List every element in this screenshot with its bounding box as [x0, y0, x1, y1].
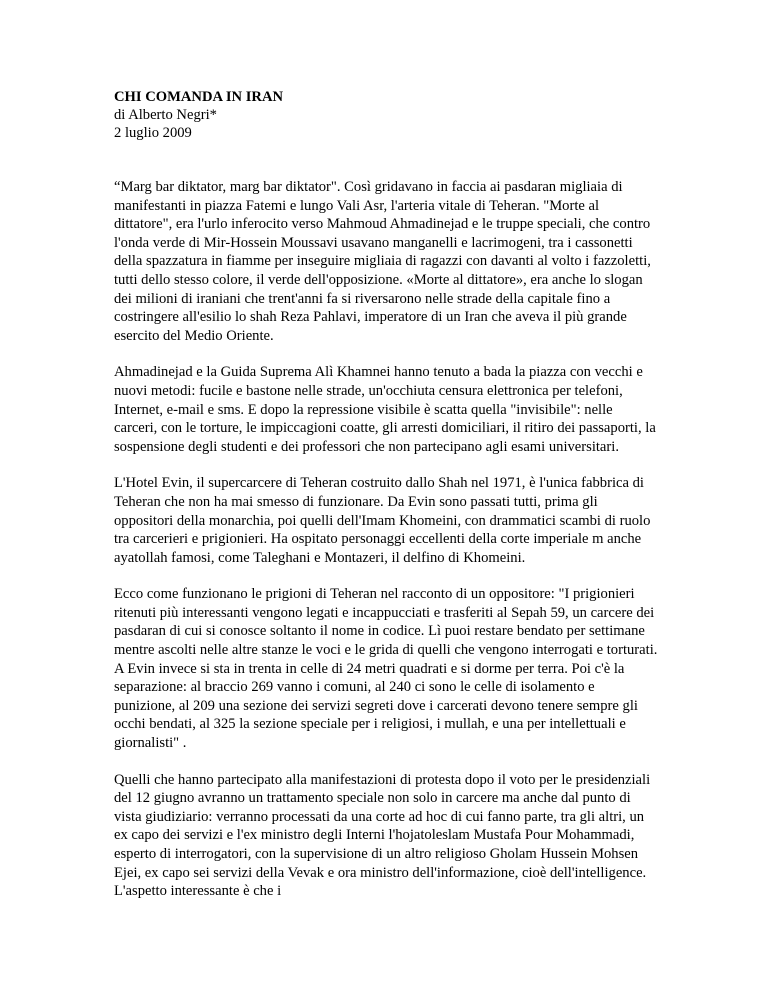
article-author: di Alberto Negri* — [114, 107, 217, 123]
paragraph-1: “Marg bar diktator, marg bar diktator". Così gridavano in faccia ai pasdaran migliaia di manifestanti in piazza Fatemi e lungo Vali Asr, l'arteria vitale di Teheran. "Morte al dittatore", era l'urlo inferocito verso Mahmoud Ahmadinejad e le truppe speciali, che contro l'onda verde di Mir-Hossein Moussavi usavano manganelli e lacrimogeni, tra i cassonetti della spazzatura in fiamme per inseguire migliaia di ragazzi con davanti al volto i fazzoletti, tutti dello stesso colore, il verde dell'opposizione. «Morte al dittatore», era anche lo slogan dei milioni di iraniani che trent'anni fa si riversarono nelle strade della capitale fino a costringere all'esilio lo shah Reza Pahlavi, imperatore di un Iran che aveva il più grande esercito del Medio Oriente. — [114, 179, 651, 344]
document-page — [114, 88, 659, 919]
header-spacer — [114, 142, 659, 178]
paragraph-3: L'Hotel Evin, il supercarcere di Teheran costruito dallo Shah nel 1971, è l'unica fabbrica di Teheran che non ha mai smesso di funzionare. Da Evin sono passati tutti, prima gli oppositori della monarchia, poi quelli dell'Imam Khomeini, con drammatici scambi di ruolo tra carcerieri e prigionieri. Ha ospitato personaggi eccellenti della corte imperiale m anche ayatollah famosi, come Taleghani e Montazeri, il delfino di Khomeini. — [114, 475, 651, 566]
paragraph-5: Quelli che hanno partecipato alla manifestazioni di protesta dopo il voto per le presidenziali del 12 giugno avranno un trattamento speciale non solo in carcere ma anche dal punto di vista giudiziario: verranno processati da una corte ad hoc di cui fanno parte, tra gli altri, un ex capo dei servizi e l'ex ministro degli Interni l'hojatoleslam Mustafa Pour Mohammadi, esperto di interrogatori, con la supervisione di un altro religioso Gholam Hussein Mohsen Ejei, ex capo sei servizi della Vevak e ora ministro dell'informazione, cioè dell'intelligence. L'aspetto interessante è che i — [114, 771, 651, 900]
paragraph-4: Ecco come funzionano le prigioni di Teheran nel racconto di un oppositore: "I prigionieri ritenuti più interessanti vengono legati e incappucciati e trasferiti al Sepah 59, un carcere dei pasdaran di cui si conosce soltanto il nome in codice. Lì puoi restare bendato per settimane mentre ascolti nelle altre stanze le voci e le grida di quelli che vengono interrogati e torturati. A Evin invece si sta in trenta in celle di 24 metri quadrati e si dorme per terra. Poi c'è la separazione: al braccio 269 vanno i comuni, al 240 ci sono le celle di isolamento e punizione, al 209 una sezione dei servizi segreti dove i carcerati devono tenere sempre gli occhi bendati, al 325 la sezione speciale per i religiosi, i mullah, e una per intellettuali e giornalisti" . — [114, 586, 658, 752]
article-date: 2 luglio 2009 — [114, 125, 192, 141]
article-title: CHI COMANDA IN IRAN — [114, 89, 284, 105]
paragraph-2: Ahmadinejad e la Guida Suprema Alì Khamnei hanno tenuto a bada la piazza con vecchi e nuovi metodi: fucile e bastone nelle strade, un'occhiuta censura elettronica per telefoni, Internet, e-mail e sms. E dopo la repressione visibile è scatta quella "invisibile": nelle carceri, con le torture, le impiccagioni coatte, gli arresti domiciliari, il ritiro dei passaporti, la sospensione degli studenti e dei professori che non partecipano agli esami universitari. — [114, 364, 656, 455]
